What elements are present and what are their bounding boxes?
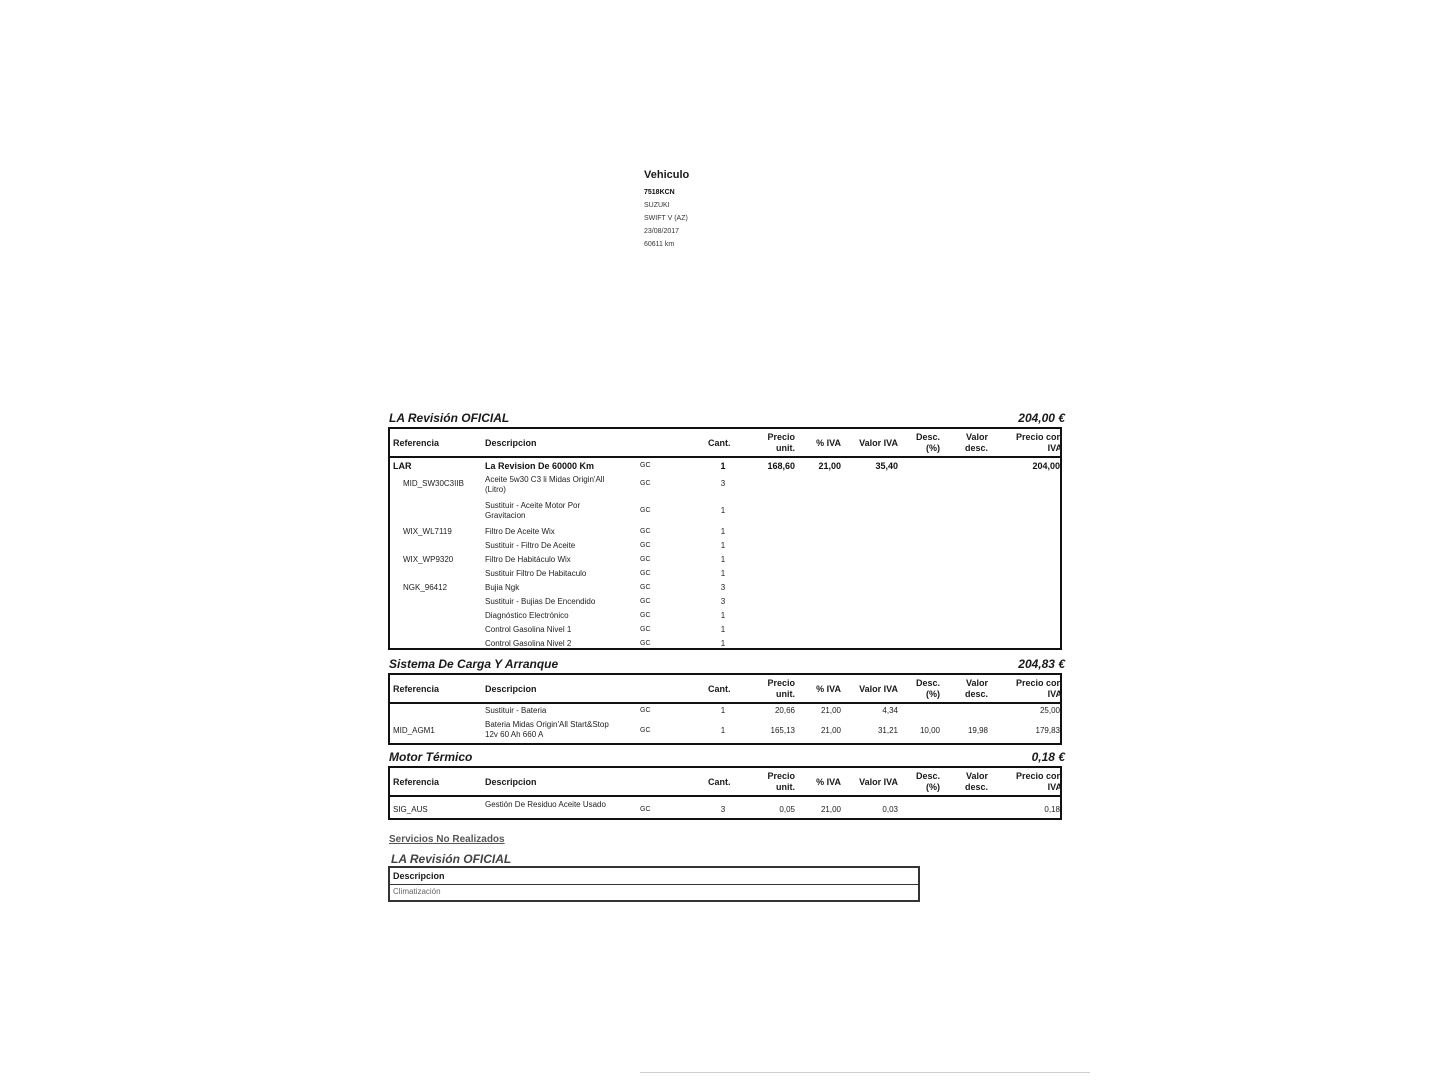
table-row [390,706,1060,720]
row-unit: GC [640,612,651,619]
row-unit: GC [640,507,651,514]
col-precio-1: Precio [767,771,795,781]
row-total: 179,83 [1035,726,1060,735]
row-desc: Sustituir Filtro De Habitaculo [485,569,587,578]
col-precio-2: unit. [776,443,795,453]
row-cant: 1 [720,541,726,550]
col-descripcion: Descripcion [485,438,537,448]
row-cant: 1 [720,706,726,715]
table-header [390,768,1060,797]
row-unit: GC [640,462,651,469]
col-cant: Cant. [708,438,731,448]
section-header [389,750,1065,764]
table-row [390,611,1060,625]
vehicle-km: 60611 km [644,241,675,248]
row-unit: GC [640,598,651,605]
vehicle-title: Vehiculo [644,169,690,181]
row-desc: La Revision De 60000 Km [485,461,595,471]
col-precioiva-2: IVA [1047,689,1062,699]
col-precioiva-1: Precio con [1015,432,1062,442]
table-row [390,501,1060,527]
col-desc-1: Desc. [915,432,940,442]
row-cant: 3 [720,597,726,606]
table-header [390,429,1060,458]
row-total: 204,00 [1032,461,1060,471]
section-header [389,657,1065,671]
table-row [390,569,1060,583]
row-unit: GC [640,528,651,535]
col-referencia: Referencia [393,438,440,448]
row-precio: 0,05 [779,805,795,814]
row-iva: 21,00 [818,461,841,471]
table-row [390,639,1060,653]
row-precio: 168,60 [767,461,795,471]
row-ref: SIG_AUS [393,805,428,814]
col-referencia: Referencia [393,777,440,787]
table-row [390,583,1060,597]
row-unit: GC [640,542,651,549]
col-desc-2: (%) [926,689,940,699]
row-desc-pct: 10,00 [919,726,940,735]
table-row [390,541,1060,555]
row-unit: GC [640,727,651,734]
pending-section-title: LA Revisión OFICIAL [391,852,512,866]
table-row [390,527,1060,541]
col-precioiva-2: IVA [1047,443,1062,453]
row-desc: Filtro De Aceite Wix [485,527,555,536]
table-row [390,597,1060,611]
row-unit: GC [640,584,651,591]
row-cant: 1 [720,461,726,471]
col-cant: Cant. [708,777,731,787]
table-row [390,720,1060,744]
row-cant: 1 [720,611,726,620]
table-row [390,555,1060,569]
row-unit: GC [640,626,651,633]
table-header [390,675,1060,704]
col-precio-1: Precio [767,678,795,688]
row-iva: 21,00 [820,706,841,715]
section-header [389,411,1065,425]
pending-table [388,866,920,902]
row-unit: GC [640,806,651,813]
row-desc: Control Gasolina Nivel 2 [485,639,572,648]
col-valdesc-1: Valor [965,432,988,442]
section-total: 0,18 € [1031,750,1065,764]
col-precio-2: unit. [776,782,795,792]
row-iva: 21,00 [820,805,841,814]
row-cant: 3 [720,583,726,592]
pending-col-descripcion: Descripcion [390,868,918,885]
col-cant: Cant. [708,684,731,694]
col-desc-1: Desc. [915,678,940,688]
row-valor-desc: 19,98 [967,726,988,735]
row-ref: WIX_WP9320 [403,555,454,564]
col-precioiva-1: Precio con [1015,771,1062,781]
row-ref: NGK_96412 [403,583,448,592]
row-ref: MID_AGM1 [393,726,435,735]
row-cant: 3 [720,805,726,814]
row-ref: LAR [393,461,412,471]
col-descripcion: Descripcion [485,777,537,787]
servicios-no-realizados-link[interactable]: Servicios No Realizados [389,834,505,845]
col-valdesc-1: Valor [965,771,988,781]
row-cant: 1 [720,726,726,735]
row-desc: Sustituir - Bateria [485,706,547,715]
row-precio: 165,13 [770,726,795,735]
table-row [390,461,1060,475]
row-iva: 21,00 [820,726,841,735]
row-cant: 1 [720,555,726,564]
col-valor-iva: Valor IVA [859,684,898,694]
col-precio-1: Precio [767,432,795,442]
table-row [390,475,1060,501]
col-descripcion: Descripcion [485,684,537,694]
table-row [390,800,1060,824]
col-precio-2: unit. [776,689,795,699]
row-unit: GC [640,556,651,563]
row-cant: 1 [720,625,726,634]
col-valor-iva: Valor IVA [859,777,898,787]
row-valor-iva: 31,21 [877,726,898,735]
row-desc: Sustituir - Bujias De Encendido [485,597,596,606]
row-cant: 3 [720,479,726,488]
row-unit: GC [640,640,651,647]
col-desc-2: (%) [926,782,940,792]
row-unit: GC [640,480,651,487]
pending-item: Climatización [393,887,441,896]
col-valdesc-2: desc. [964,443,988,453]
row-desc: Sustituir - Aceite Motor Por Gravitacion [485,501,581,520]
row-desc: Gestión De Residuo Aceite Usado [485,800,606,809]
col-valdesc-2: desc. [964,689,988,699]
row-desc: Filtro De Habitáculo Wix [485,555,571,564]
col-iva: % IVA [816,438,841,448]
row-desc: Control Gasolina Nivel 1 [485,625,572,634]
items-table [388,766,1062,820]
row-cant: 1 [720,569,726,578]
col-desc-1: Desc. [915,771,940,781]
section-title: Sistema De Carga Y Arranque [389,657,559,671]
row-unit: GC [640,570,651,577]
section-title: LA Revisión OFICIAL [389,411,510,425]
row-cant: 1 [720,639,726,648]
col-valdesc-2: desc. [964,782,988,792]
section-title: Motor Térmico [389,750,473,764]
row-desc: Sustituir - Filtro De Aceite [485,541,576,550]
col-iva: % IVA [816,684,841,694]
col-valdesc-1: Valor [965,678,988,688]
row-ref: WIX_WL7119 [403,527,452,536]
row-cant: 1 [720,527,726,536]
row-total: 25,00 [1039,706,1060,715]
vehicle-info [644,168,689,251]
row-valor-iva: 35,40 [875,461,898,471]
col-referencia: Referencia [393,684,440,694]
row-valor-iva: 4,34 [882,706,898,715]
vehicle-plate: 7518KCN [644,189,675,196]
col-desc-2: (%) [926,443,940,453]
col-precioiva-2: IVA [1047,782,1062,792]
row-desc: Aceite 5w30 C3 li Midas Origin'All (Litro) [485,475,605,494]
row-valor-iva: 0,03 [882,805,898,814]
col-iva: % IVA [816,777,841,787]
vehicle-brand: SUZUKI [644,202,670,209]
row-desc: Bateria Midas Origin'All Start&Stop 12v 60 Ah 660 A [485,720,609,739]
section-total: 204,83 € [1018,657,1065,671]
row-desc: Diagnóstico Electrónico [485,611,569,620]
vehicle-date: 23/08/2017 [644,228,680,235]
row-desc: Bujia Ngk [485,583,520,592]
row-unit: GC [640,707,651,714]
items-table [388,427,1062,650]
table-row [390,625,1060,639]
page-edge-divider [640,1072,1090,1073]
col-valor-iva: Valor IVA [859,438,898,448]
col-precioiva-1: Precio con [1015,678,1062,688]
row-precio: 20,66 [774,706,795,715]
row-total: 0,18 [1044,805,1060,814]
items-table [388,673,1062,745]
section-total: 204,00 € [1018,411,1065,425]
row-ref: MID_SW30C3IIB [403,479,464,488]
vehicle-model: SWIFT V (AZ) [644,215,688,222]
row-cant: 1 [720,506,726,515]
